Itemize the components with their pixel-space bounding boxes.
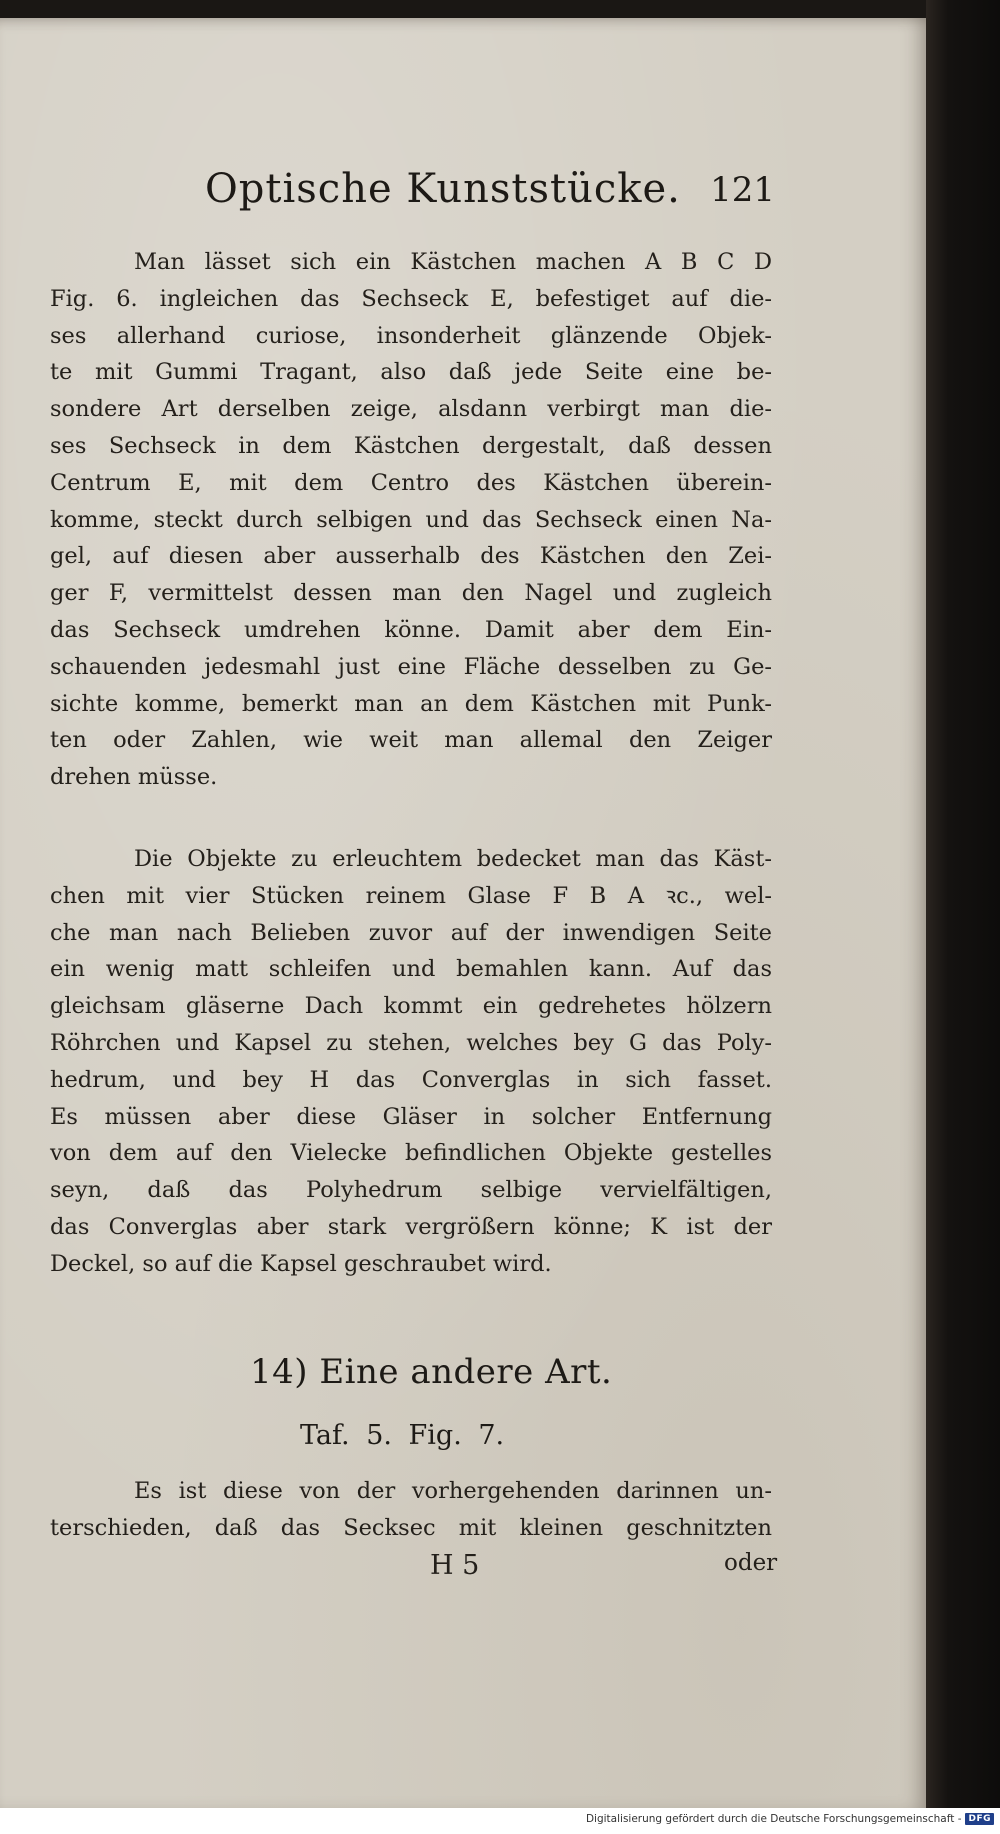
scan-top-edge <box>0 0 1000 18</box>
paragraph-1 <box>50 244 772 796</box>
text-line: gel, auf diesen aber ausserhalb des Kästchen den Zei- <box>50 543 772 570</box>
plate-figure-reference: Taf. 5. Fig. 7. <box>300 1420 505 1451</box>
text-line: terschieden, daß das Secksec mit kleinen geschnitzten <box>50 1514 772 1541</box>
text-line: drehen müsse. <box>50 764 218 791</box>
text-line: te mit Gummi Tragant, also daß jede Seite eine be- <box>50 359 772 386</box>
text-line: ein wenig matt schleifen und bemahlen kann. Auf das <box>50 956 772 983</box>
page-header <box>205 166 775 226</box>
text-line: hedrum, und bey H das Converglas in sich fasset. <box>50 1066 772 1093</box>
paragraph-2 <box>50 841 772 1283</box>
catchword: oder <box>724 1550 778 1576</box>
text-line: Man lässet sich ein Kästchen machen A B C D <box>134 249 772 275</box>
text-line: sichte komme, bemerkt man an dem Kästchen mit Punk- <box>50 690 772 717</box>
text-line: Es ist diese von der vorhergehenden darinnen un- <box>134 1478 772 1504</box>
text-line: komme, steckt durch selbigen und das Sechseck einen Na- <box>50 506 772 533</box>
text-line: ten oder Zahlen, wie weit man allemal den Zeiger <box>50 727 772 754</box>
scan-gutter-shadow <box>926 0 1000 1812</box>
text-line: Fig. 6. ingleichen das Sechseck E, befestiget auf die- <box>50 285 772 312</box>
text-line: das Sechseck umdrehen könne. Damit aber dem Ein- <box>50 616 772 643</box>
credit-text: Digitalisierung gefördert durch die Deutsche Forschungsgemeinschaft - <box>585 1813 962 1825</box>
signature-mark: H 5 <box>430 1550 480 1581</box>
text-line: von dem auf den Vielecke befindlichen Objekte gestelles <box>50 1140 772 1167</box>
running-title: Optische Kunststücke. <box>205 166 681 212</box>
text-line: seyn, daß das Polyhedrum selbige vervielfältigen, <box>50 1177 772 1204</box>
book-page <box>0 18 926 1808</box>
dfg-logo[interactable]: DFG <box>965 1813 994 1825</box>
text-line: Es müssen aber diese Gläser in solcher Entfernung <box>50 1103 772 1130</box>
text-line: Röhrchen und Kapsel zu stehen, welches bey G das Poly- <box>50 1029 772 1056</box>
text-line: Die Objekte zu erleuchtem bedecket man das Käst- <box>134 846 772 872</box>
text-line: sondere Art derselben zeige, alsdann verbirgt man die- <box>50 396 772 423</box>
section-heading: 14) Eine andere Art. <box>250 1352 613 1392</box>
text-line: gleichsam gläserne Dach kommt ein gedrehetes hölzern <box>50 993 772 1020</box>
text-line: Deckel, so auf die Kapsel geschraubet wird. <box>50 1250 552 1277</box>
digitization-credit <box>586 1813 994 1825</box>
text-line: das Converglas aber stark vergrößern könne; K ist der <box>50 1213 772 1240</box>
text-line: ses Sechseck in dem Kästchen dergestalt, daß dessen <box>50 432 772 459</box>
text-line: ses allerhand curiose, insonderheit glänzende Objek- <box>50 322 772 349</box>
text-line: che man nach Belieben zuvor auf der inwendigen Seite <box>50 919 772 946</box>
page-number: 121 <box>710 170 775 210</box>
text-line: chen mit vier Stücken reinem Glase F B A ꝛc., wel- <box>50 882 772 909</box>
text-line: Centrum E, mit dem Centro des Kästchen überein- <box>50 469 772 496</box>
paragraph-3 <box>50 1473 772 1547</box>
text-line: schauenden jedesmahl just eine Fläche desselben zu Ge- <box>50 653 772 680</box>
text-line: ger F, vermittelst dessen man den Nagel und zugleich <box>50 580 772 607</box>
